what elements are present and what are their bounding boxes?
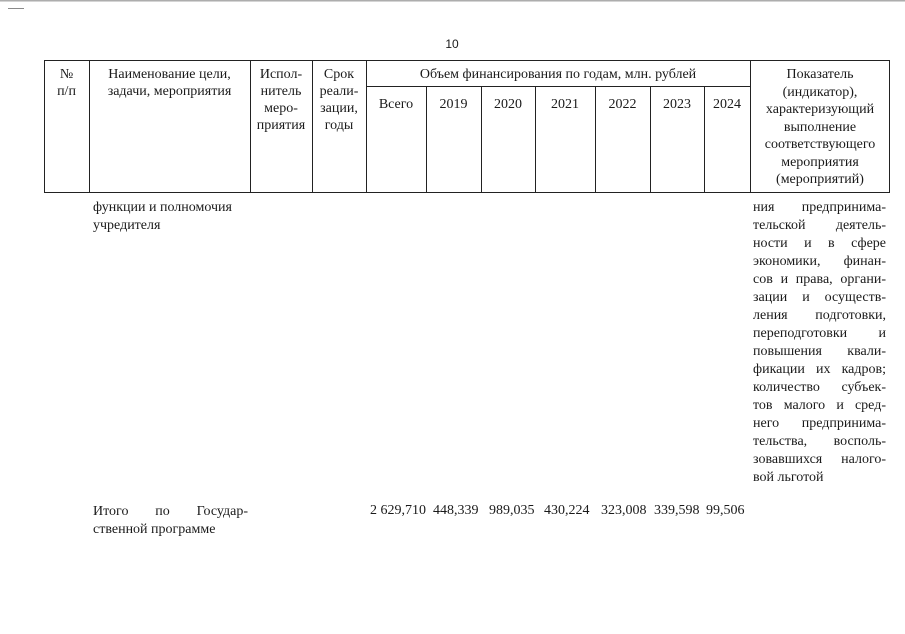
header-indicator-line: (мероприятий) (776, 172, 864, 187)
header-year: 2024 (713, 97, 741, 112)
header-year: 2019 (439, 97, 468, 112)
header-year: 2021 (551, 97, 579, 112)
indicator-line: тов малого и сред- (753, 398, 886, 413)
total-year-value: 430,224 (544, 503, 590, 518)
total-year-value: 323,008 (601, 503, 647, 518)
header-total: Всего (378, 97, 414, 112)
header-name-line: задачи, мероприятия (107, 84, 232, 99)
header-num (44, 66, 89, 100)
total-year-value: 989,035 (489, 503, 535, 518)
total-label-line: ственной программе (93, 522, 216, 537)
header-funding-group: Объем финансирования по годам, млн. рублей (419, 67, 697, 82)
indicator-line: ления подготовки, (753, 308, 886, 323)
header-num-line: п/п (57, 84, 76, 99)
header-indicator-line: соответствующего (764, 137, 876, 152)
header-term (312, 66, 366, 134)
scan-edge (0, 0, 905, 2)
indicator-line: зовавшихся налого- (753, 452, 886, 467)
indicator-line: сов и права, органи- (753, 272, 886, 287)
header-indicator-line: выполнение (783, 119, 857, 135)
header-indicator-line: мероприятия (781, 154, 859, 170)
row-divider (366, 86, 750, 87)
header-term-line: Срок (323, 67, 355, 82)
total-sum: 2 629,710 (370, 503, 426, 518)
total-label (93, 503, 248, 539)
header-year: 2023 (663, 97, 691, 112)
page-number: 10 (445, 37, 459, 51)
indicator-line: него предпринима- (753, 416, 886, 431)
indicator-line: фикации их кадров; (753, 362, 886, 377)
header-name (89, 66, 250, 100)
scan-mark (8, 8, 24, 9)
header-indicator (750, 66, 890, 189)
indicator-line: вой льготой (753, 470, 824, 485)
header-executor-line: нитель (260, 84, 302, 99)
header-year: 2022 (608, 97, 637, 112)
indicator-line: тельства, восполь- (753, 434, 886, 449)
total-year-value: 99,506 (706, 503, 745, 518)
header-term-line: зации, (320, 101, 358, 116)
indicator-line: повышения квали- (753, 344, 886, 359)
indicator-continuation (753, 199, 886, 487)
indicator-line: экономики, финан- (753, 254, 886, 269)
indicator-line: ния предпринима- (753, 200, 886, 215)
indicator-line: переподготовки и (753, 326, 886, 341)
header-num-line: № (59, 67, 74, 82)
total-year-value: 448,339 (433, 503, 479, 518)
header-indicator-line: (индикатор), (782, 84, 858, 100)
header-executor-line: приятия (256, 118, 306, 133)
header-executor-line: Испол- (259, 67, 303, 82)
header-indicator-line: характеризующий (765, 102, 875, 117)
indicator-line: количество субъек- (753, 380, 886, 395)
header-year: 2020 (494, 97, 522, 112)
indicator-line: ности и в сфере (753, 236, 886, 251)
name-continuation (93, 199, 253, 235)
total-label-line: Итого по Государ- (93, 504, 248, 519)
header-term-line: годы (324, 118, 354, 133)
name-line: учредителя (93, 218, 161, 233)
indicator-line: зации и осуществ- (753, 290, 886, 305)
header-executor (250, 66, 312, 134)
name-line: функции и полномочия (93, 200, 232, 215)
header-executor-line: меро- (264, 101, 298, 116)
header-term-line: реали- (319, 84, 359, 99)
header-name-line: Наименование цели, (108, 67, 231, 82)
header-indicator-line: Показатель (786, 67, 854, 82)
total-year-value: 339,598 (654, 503, 700, 518)
indicator-line: тельской деятель- (753, 218, 886, 233)
